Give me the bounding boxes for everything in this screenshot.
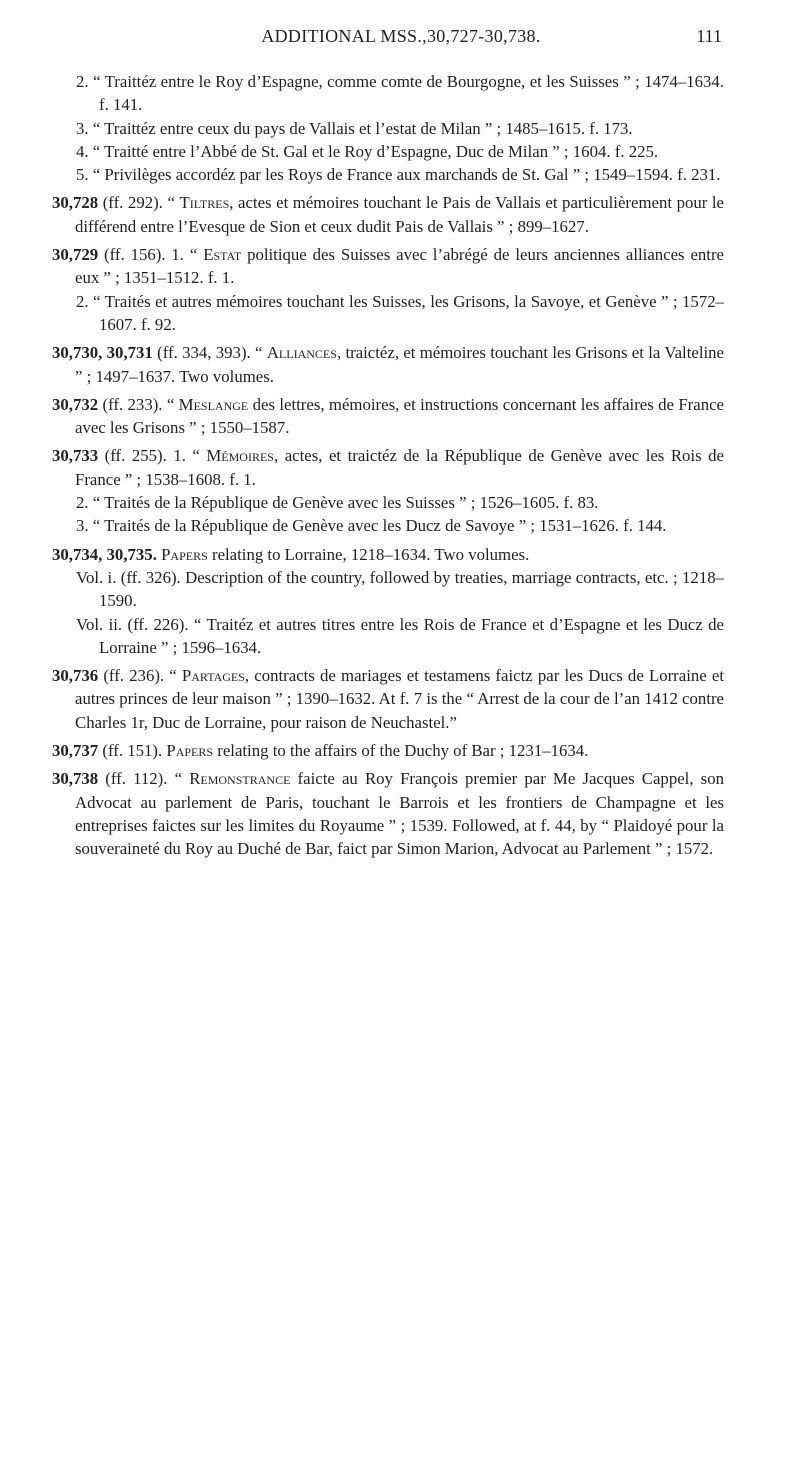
entry-keyword: Meslange [178,394,249,414]
sub-entry: 2. “ Traités et autres mémoires touchant les Suisses, les Grisons, la Savoye, et Genève ” ; 1572–1607. f. 92. [76,291,724,334]
catalogue-entry [52,191,724,238]
page-number: 111 [696,26,722,46]
entry-folio-ref: (ff. 292). “ [98,193,180,213]
manuscript-number: 30,729 [52,245,99,265]
entry-keyword: Papers [166,741,214,761]
entry-keyword: Mémoires [206,446,274,466]
entry-text: , contracts de mariages et testamens faictz par les Ducs de Lorraine et autres princes de leur maison ” ; 1390–1632. At f. 7 is the “ Arrest de la cour de l’an 1412 contre Charles 1r, Duc de Lorraine, pour raison de Neuchastel.” [75,666,724,732]
manuscript-number: 30,730, 30,731 [52,343,153,363]
sub-entry: 3. “ Traittéz entre ceux du pays de Vallais et l’estat de Milan ” ; 1485–1615. f. 173. [76,118,633,138]
entry-text: faicte au Roy François premier par Me Jacques Cappel, son Advocat au parlement de Paris, touchant le Barrois et les frontiers de Champagne et les entreprises faictes sur les limites du Royaume ” ; 1539. Followed, at f. 44, by “ Plaidoyé pour la souveraineté du Roy au Duché de Bar, faict par Simon Marion, Advocat au Parlement ” ; 1572. [75,769,724,859]
entry-text: relating to the affairs of the Duchy of Bar ; 1231–1634. [213,741,589,761]
sub-entry: Vol. i. (ff. 326). Description of the country, followed by treaties, marriage contracts, etc. ; 1218–1590. [76,567,724,611]
entry-text: , actes et mémoires touchant le Pais de Vallais et particulièrement pour le différend entre l’Evesque de Sion et ceux dudit Pais de Vallais ” ; 899–1627. [75,193,724,236]
catalogue-entries [52,70,724,861]
catalogue-entry [52,341,724,388]
catalogue-entry [52,444,724,491]
entry-folio-ref: (ff. 151). [98,741,167,761]
manuscript-number: 30,737 [52,741,99,761]
catalogue-entry [52,543,724,566]
entry-folio-ref: (ff. 255). 1. “ [98,446,207,466]
entry-text: politique des Suisses avec l’abrégé de leurs anciennes alliances entre eux ” ; 1351–1512. f. 1. [75,245,725,288]
manuscript-number: 30,732 [52,394,99,414]
sub-entry: Vol. ii. (ff. 226). “ Traitéz et autres titres entre les Rois de France et d’Espagne et les Ducz de Lorraine ” ; 1596–1634. [76,614,724,657]
catalogue-entry [52,243,724,290]
sub-entry: 4. “ Traitté entre l’Abbé de St. Gal et le Roy d’Espagne, Duc de Milan ” ; 1604. f. 225. [76,141,659,161]
catalogue-entry [52,739,724,762]
entry-keyword: Tiltres [179,193,230,213]
entry-folio-ref: (ff. 156). 1. “ [98,245,204,265]
sub-entry: 3. “ Traités de la République de Genève avec les Ducz de Savoye ” ; 1531–1626. f. 144. [76,516,667,536]
entry-text: relating to Lorraine, 1218–1634. Two volumes. [207,544,530,564]
entry-keyword: Partages [181,666,245,686]
manuscript-number: 30,728 [52,193,99,213]
entry-text: , actes, et traictéz de la République de Genève avec les Rois de France ” ; 1538–1608. f. 1. [75,446,724,489]
catalogue-entry [52,664,724,734]
manuscript-number: 30,738 [52,769,99,789]
running-title: ADDITIONAL MSS.,30,727-30,738. [261,26,541,46]
entry-keyword: Remonstrance [189,769,291,789]
sub-entry: 2. “ Traités de la République de Genève avec les Suisses ” ; 1526–1605. f. 83. [76,493,599,513]
entry-folio-ref: (ff. 233). “ [98,394,179,414]
entry-keyword: Alliances [266,343,337,363]
entry-folio-ref: (ff. 236). “ [98,666,182,686]
entry-keyword: Papers [161,544,208,564]
entry-text: , traictéz, et mémoires touchant les Grisons et la Valteline ” ; 1497–1637. Two volumes. [75,343,724,386]
entry-folio-ref: (ff. 334, 393). “ [152,343,267,363]
sub-entry: 2. “ Traittéz entre le Roy d’Espagne, comme comte de Bourgogne, et les Suisses ” ; 1474–1634. f. 141. [76,72,724,115]
entry-keyword: Estat [203,245,242,265]
manuscript-number: 30,734, 30,735. [52,544,157,564]
page-header [80,25,722,49]
entry-folio-ref: (ff. 112). “ [98,769,190,789]
entry-text: des lettres, mémoires, et instructions concernant les affaires de France avec les Grisons ” ; 1550–1587. [75,394,724,438]
manuscript-number: 30,733 [52,446,99,466]
catalogue-entry [52,393,724,440]
catalogue-entry [52,767,724,860]
sub-entry: 5. “ Privilèges accordéz par les Roys de France aux marchands de St. Gal ” ; 1549–1594. f. 231. [76,165,721,185]
manuscript-number: 30,736 [52,666,99,686]
